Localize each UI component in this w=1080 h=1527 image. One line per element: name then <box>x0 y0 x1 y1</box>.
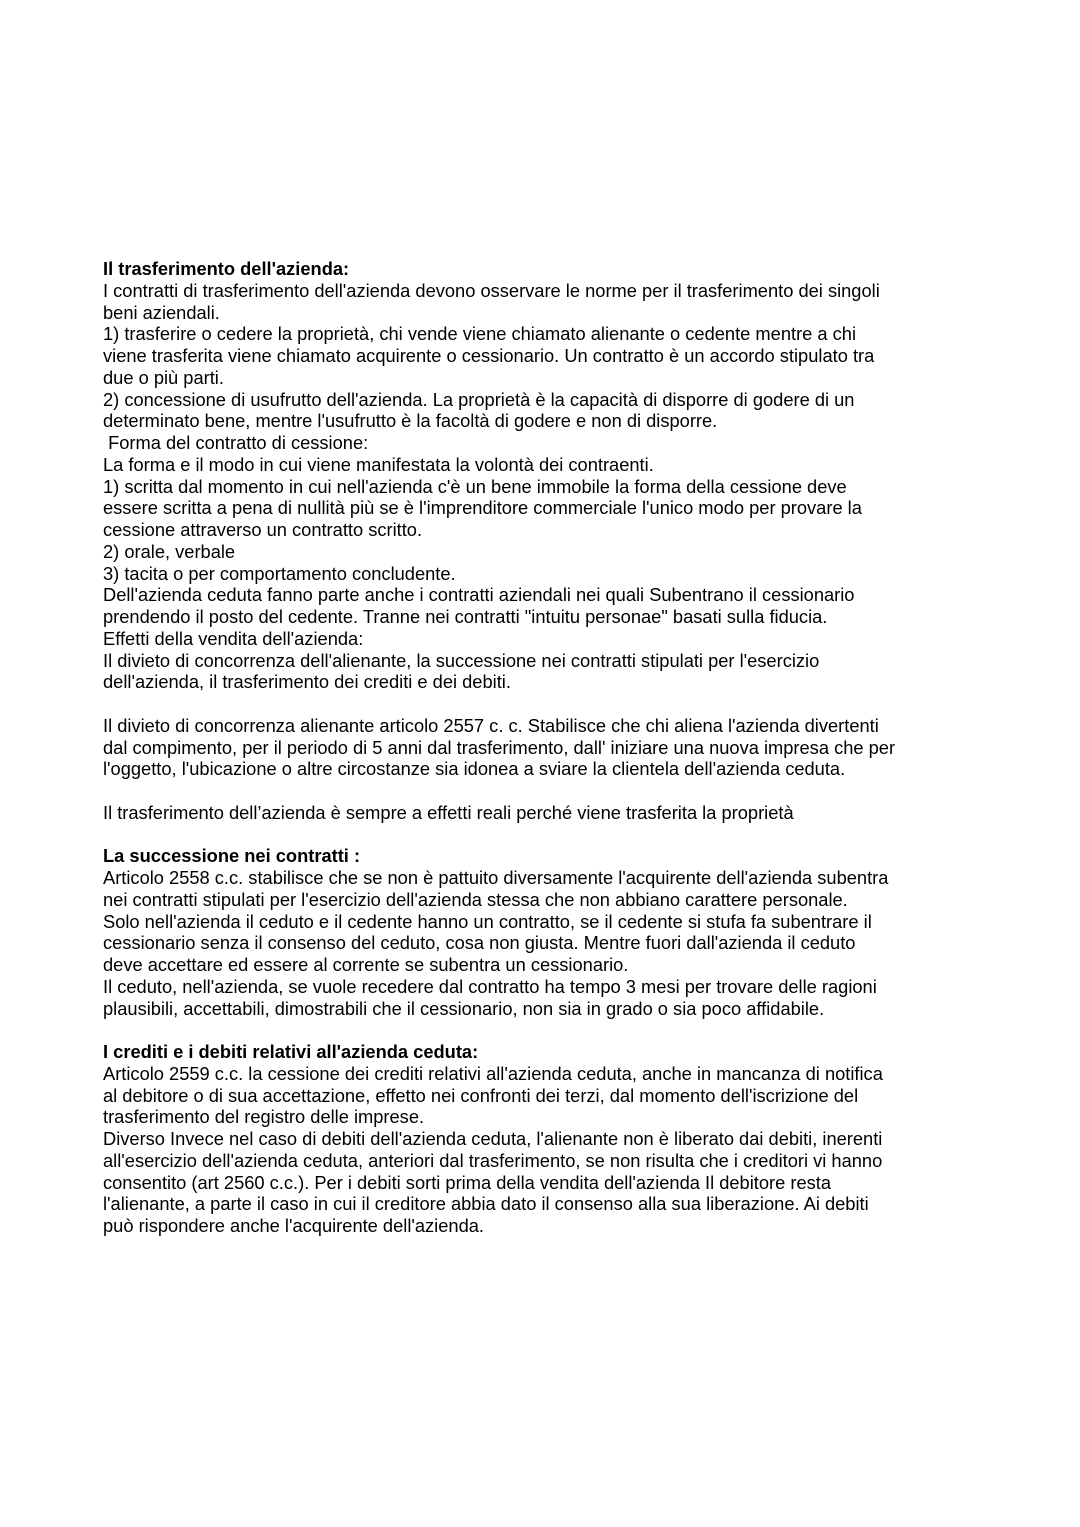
text-line: Effetti della vendita dell'azienda: <box>103 627 364 649</box>
text-line: all'esercizio dell'azienda ceduta, anteriori dal trasferimento, se non risulta che i creditori vi hanno <box>103 1149 883 1171</box>
text-line: due o più parti. <box>103 366 224 388</box>
text-line: viene trasferita viene chiamato acquirente o cessionario. Un contratto è un accordo stipulato tra <box>103 345 875 366</box>
text-line: al debitore o di sua accettazione, effetto nei confronti dei terzi, dal momento dell'iscrizione del <box>103 1084 859 1106</box>
text-line: cessionario senza il consenso del ceduto, cosa non giusta. Mentre fuori dall'azienda il ceduto <box>103 932 856 954</box>
text-line: 1) scritta dal momento in cui nell'azienda c'è un bene immobile la forma della cessione deve <box>103 475 847 497</box>
text-line: Il trasferimento dell’azienda è sempre a effetti reali perché viene trasferita la proprietà <box>103 801 794 823</box>
text-line: l'oggetto, l'ubicazione o altre circostanze sia idonea a sviare la clientela dell'azienda ceduta. <box>103 758 846 780</box>
text-line: Forma del contratto di cessione: <box>103 432 369 453</box>
text-line: dal compimento, per il periodo di 5 anni dal trasferimento, dall' iniziare una nuova impresa che per <box>103 736 896 758</box>
section-trasferimento <box>103 258 1003 693</box>
text-line: Il divieto di concorrenza dell'alienante, la successione nei contratti stipulati per l'esercizio <box>103 649 820 671</box>
text-line: consentito (art 2560 c.c.). Per i debiti sorti prima della vendita dell'azienda Il debitore resta <box>103 1171 832 1193</box>
text-line: 2) concessione di usufrutto dell'azienda. La proprietà è la capacità di disporre di godere di un <box>103 388 855 410</box>
text-line: dell'azienda, il trasferimento dei crediti e dei debiti. <box>103 671 511 693</box>
paragraph-gap <box>103 693 1003 715</box>
text-line: Articolo 2559 c.c. la cessione dei crediti relativi all'azienda ceduta, anche in mancanza di notifica <box>103 1062 883 1084</box>
text-line: 3) tacita o per comportamento concludente. <box>103 562 456 584</box>
text-line: Il divieto di concorrenza alienante articolo 2557 c. c. Stabilisce che chi aliena l'azienda divertenti <box>103 714 879 736</box>
text-line: 1) trasferire o cedere la proprietà, chi vende viene chiamato alienante o cedente mentre a chi <box>103 323 857 345</box>
document-body <box>103 258 1003 1237</box>
text-line: Diverso Invece nel caso di debiti dell'azienda ceduta, l'alienante non è liberato dai debiti, inerenti <box>103 1128 883 1149</box>
text-line: l'alienante, a parte il caso in cui il creditore abbia dato il consenso alla sua liberazione. Ai debiti <box>103 1193 869 1215</box>
text-line: Articolo 2558 c.c. stabilisce che se non è pattuito diversamente l'acquirente dell'azienda subentra <box>103 867 889 888</box>
text-line: deve accettare ed essere al corrente se subentra un cessionario. <box>103 954 629 975</box>
text-line: determinato bene, mentre l'usufrutto è la facoltà di godere e non di disporre. <box>103 410 718 432</box>
text-line: plausibili, accettabili, dimostrabili che il cessionario, non sia in grado o sia poco affidabile. <box>103 997 825 1019</box>
text-line: trasferimento del registro delle imprese. <box>103 1106 425 1128</box>
heading-crediti-debiti: I crediti e i debiti relativi all'azienda ceduta: <box>103 1041 479 1062</box>
section-effetti-reali <box>103 802 1003 824</box>
text-line: cessione attraverso un contratto scritto. <box>103 519 423 540</box>
text-line: Dell'azienda ceduta fanno parte anche i contratti aziendali nei quali Subentrano il cessionario <box>103 584 855 606</box>
text-line: 2) orale, verbale <box>103 540 236 562</box>
paragraph-gap <box>103 824 1003 846</box>
paragraph-gap <box>103 780 1003 802</box>
section-crediti-debiti <box>103 1041 1003 1237</box>
text-line: può rispondere anche l'acquirente dell'azienda. <box>103 1215 484 1236</box>
paragraph-gap <box>103 1019 1003 1041</box>
text-line: nei contratti stipulati per l'esercizio dell'azienda stessa che non abbiano carattere personale. <box>103 888 848 910</box>
section-divieto-concorrenza <box>103 715 1003 780</box>
heading-trasferimento: Il trasferimento dell'azienda: <box>103 258 350 279</box>
text-line: La forma e il modo in cui viene manifestata la volontà dei contraenti. <box>103 453 654 475</box>
section-successione-contratti <box>103 845 1003 1019</box>
text-line: beni aziendali. <box>103 301 220 323</box>
text-line: Il ceduto, nell'azienda, se vuole recedere dal contratto ha tempo 3 mesi per trovare delle ragioni <box>103 975 877 997</box>
text-line: essere scritta a pena di nullità più se è l'imprenditore commerciale l'unico modo per provare la <box>103 497 862 519</box>
heading-successione: La successione nei contratti : <box>103 845 361 867</box>
text-line: I contratti di trasferimento dell'azienda devono osservare le norme per il trasferimento dei singoli <box>103 279 880 301</box>
text-line: prendendo il posto del cedente. Tranne nei contratti "intuitu personae" basati sulla fiducia. <box>103 606 828 627</box>
text-line: Solo nell'azienda il ceduto e il cedente hanno un contratto, se il cedente si stufa fa subentrare il <box>103 910 872 932</box>
